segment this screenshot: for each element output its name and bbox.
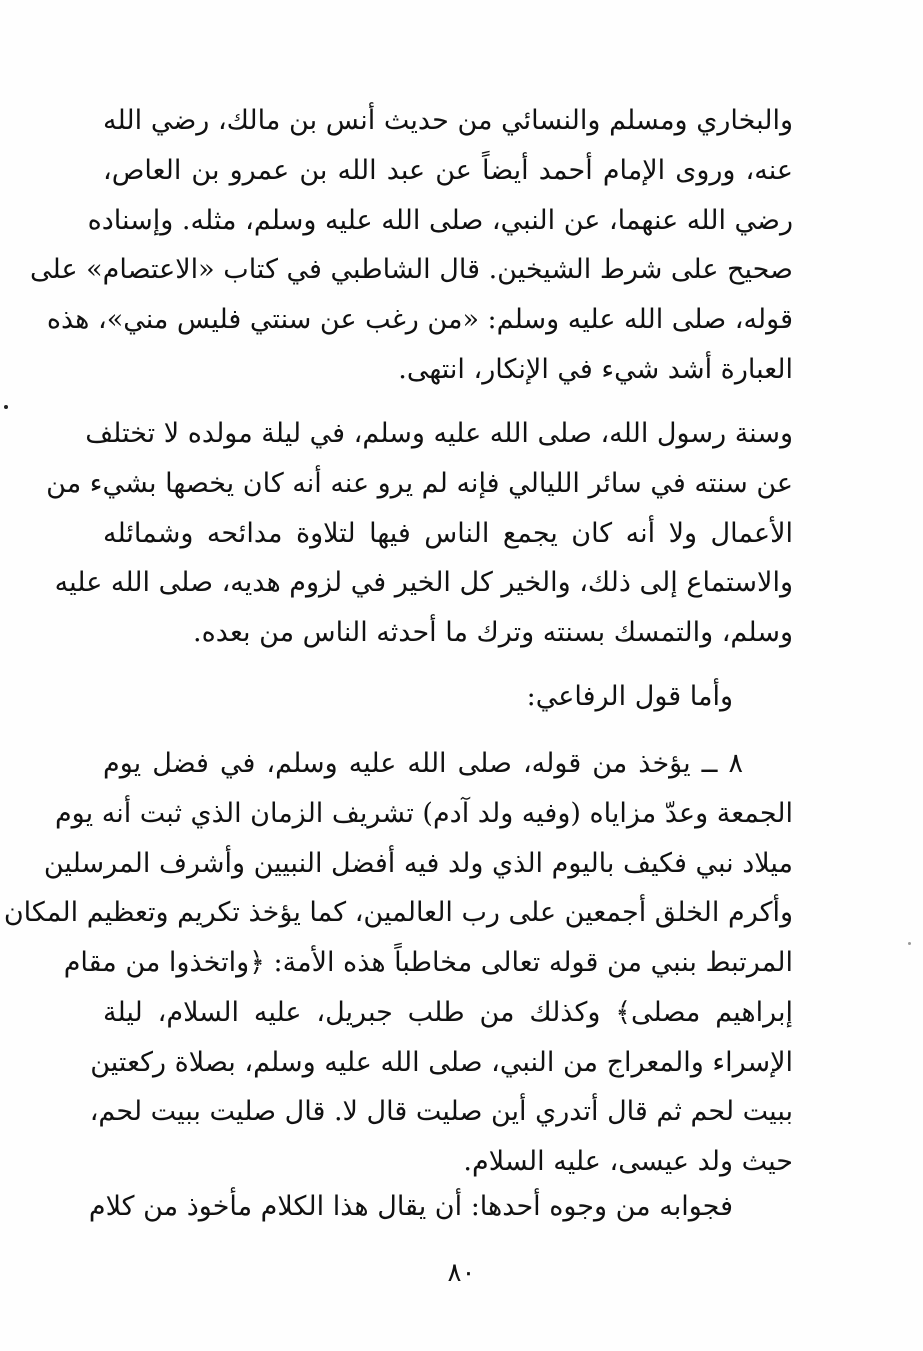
text-line: صحيح على شرط الشيخين. قال الشاطبي في كتاب «الاعتصام» على bbox=[30, 254, 793, 285]
text-line: ببيت لحم ثم قال أتدري أين صليت قال لا. قال صليت ببيت لحم، bbox=[89, 1096, 793, 1127]
text-line: الجمعة وعدّ مزاياه (وفيه ولد آدم) تشريف الزمان الذي ثبت أنه يوم bbox=[54, 798, 793, 829]
text-line: ٨ ــ يؤخذ من قوله، صلى الله عليه وسلم، في فضل يوم bbox=[103, 748, 743, 779]
text-line: رضي الله عنهما، عن النبي، صلى الله عليه وسلم، مثله. وإسناده bbox=[87, 205, 793, 236]
text-line: الأعمال ولا أنه كان يجمع الناس فيها لتلاوة مدائحه وشمائله bbox=[103, 518, 793, 549]
text-line: وأكرم الخلق أجمعين على رب العالمين، كما يؤخذ تكريم وتعظيم المكان bbox=[3, 897, 793, 928]
text-line: المرتبط بنبي من قوله تعالى مخاطباً هذه الأمة: ﴿واتخذوا من مقام bbox=[63, 947, 793, 978]
text-line: عنه، وروى الإمام أحمد أيضاً عن عبد الله بن عمرو بن العاص، bbox=[103, 155, 793, 186]
text-line: إبراهيم مصلى﴾ وكذلك من طلب جبريل، عليه السلام، ليلة bbox=[103, 997, 793, 1028]
text-line: والبخاري ومسلم والنسائي من حديث أنس بن مالك، رضي الله bbox=[103, 105, 793, 136]
text-line: العبارة أشد شيء في الإنكار، انتهى. bbox=[398, 354, 793, 385]
text-line: ميلاد نبي فكيف باليوم الذي ولد فيه أفضل النبيين وأشرف المرسلين bbox=[43, 848, 793, 879]
text-line: قوله، صلى الله عليه وسلم: «من رغب عن سنتي فليس مني»، هذه bbox=[46, 304, 793, 335]
text-line: وسلم، والتمسك بسنته وترك ما أحدثه الناس من بعده. bbox=[193, 617, 793, 648]
scan-speck bbox=[908, 942, 911, 945]
text-line: الإسراء والمعراج من النبي، صلى الله عليه وسلم، بصلاة ركعتين bbox=[90, 1047, 793, 1078]
text-line: عن سنته في سائر الليالي فإنه لم يرو عنه أنه كان يخصها بشيء من bbox=[46, 468, 793, 499]
page-number: ٨٠ bbox=[447, 1258, 476, 1288]
text-line: حيث ولد عيسى، عليه السلام. bbox=[463, 1146, 793, 1177]
text-line: والاستماع إلى ذلك، والخير كل الخير في لزوم هديه، صلى الله عليه bbox=[54, 567, 793, 598]
text-line: وسنة رسول الله، صلى الله عليه وسلم، في ليلة مولده لا تختلف bbox=[85, 418, 793, 449]
scan-speck bbox=[4, 405, 8, 409]
text-line: وأما قول الرفاعي: bbox=[526, 681, 733, 712]
text-line: فجوابه من وجوه أحدها: أن يقال هذا الكلام مأخوذ من كلام bbox=[88, 1191, 733, 1222]
